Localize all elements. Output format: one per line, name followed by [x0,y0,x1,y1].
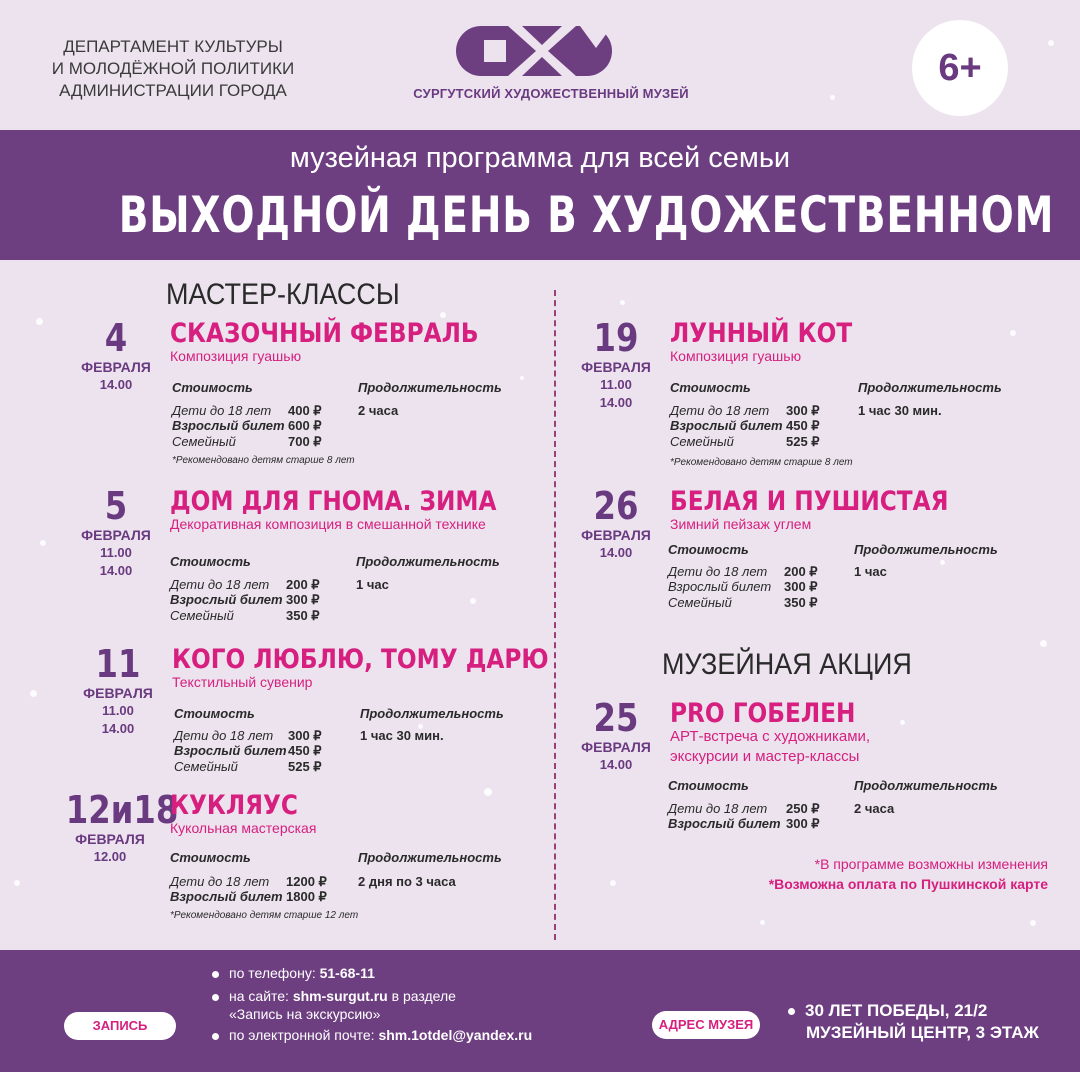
price-adult: 1800 ₽ [286,889,327,904]
museum-logo [456,26,612,82]
email-label: по электронной почте: [229,1027,375,1043]
address-button[interactable]: АДРЕС МУЗЕЯ [652,1011,760,1039]
event-date [58,788,179,866]
price-family: 350 ₽ [286,608,320,623]
duration-label: Продолжительность [854,542,998,557]
event-day: 4 [104,316,128,360]
adult-label: Взрослый билет [668,816,781,831]
phone-number[interactable]: 51-68-11 [319,965,375,981]
address-line-2: МУЗЕЙНЫЙ ЦЕНТР, 3 ЭТАЖ [806,1023,1039,1042]
price-children: 200 ₽ [286,577,320,592]
event-day: 26 [593,484,639,528]
event-time: 14.00 [599,757,633,772]
site-link[interactable]: shm-surgut.ru [292,988,388,1004]
event-duration: 1 час [356,577,389,592]
event-subtitle: Кукольная мастерская [170,820,317,836]
site-section: «Запись на экскурсию» [229,1006,381,1022]
signup-button[interactable]: ЗАПИСЬ [64,1012,176,1040]
price-children: 1200 ₽ [286,874,327,889]
event-title: СКАЗОЧНЫЙ ФЕВРАЛЬ [170,318,479,349]
adult-label: Взрослый билет [174,743,287,758]
event-title: БЕЛАЯ И ПУШИСТАЯ [670,486,949,517]
event-date [566,698,666,774]
event-month: ФЕВРАЛЯ [581,527,651,543]
price-adult: 450 ₽ [288,743,322,758]
bullet-icon [212,994,219,1001]
event-time: 11.00 [100,545,132,560]
site-line [212,988,456,1004]
children-label: Дети до 18 лет [668,564,768,579]
event-date [566,486,666,562]
event-day: 11 [95,642,141,686]
cost-label: Стоимость [170,554,251,569]
title-banner [0,130,1080,260]
price-adult: 600 ₽ [288,418,322,433]
price-adult: 300 ₽ [784,579,818,594]
museum-name: СУРГУТСКИЙ ХУДОЖЕСТВЕННЫЙ МУЗЕЙ [413,86,689,101]
price-family: 350 ₽ [784,595,818,610]
event-subtitle-2: экскурсии и мастер-классы [670,748,860,765]
children-label: Дети до 18 лет [668,801,768,816]
age-note: *Рекомендовано детям старше 12 лет [170,910,359,921]
event-duration: 2 часа [854,801,895,816]
event-subtitle: Композиция гуашью [170,348,302,364]
dept-line: ДЕПАРТАМЕНТ КУЛЬТУРЫ [63,37,283,56]
event-date [68,644,168,738]
price-children: 250 ₽ [786,801,820,816]
adult-label: Взрослый билет [170,889,283,904]
museum-address [788,1000,1039,1044]
children-label: Дети до 18 лет [172,403,272,418]
price-children: 300 ₽ [288,728,322,743]
cost-label: Стоимость [174,706,255,721]
phone-line [212,965,375,981]
email-link[interactable]: shm.1otdel@yandex.ru [378,1027,533,1043]
event-duration: 1 час 30 мин. [360,728,444,743]
event-day: 19 [593,316,639,360]
duration-label: Продолжительность [858,380,1002,395]
cost-label: Стоимость [172,380,253,395]
price-adult: 450 ₽ [786,418,820,433]
duration-label: Продолжительность [854,778,998,793]
adult-label: Взрослый билет [172,418,285,433]
children-label: Дети до 18 лет [174,728,274,743]
event-duration: 1 час [854,564,887,579]
event-title: ДОМ ДЛЯ ГНОМА. ЗИМА [170,486,497,517]
price-children: 200 ₽ [784,564,818,579]
event-date [66,486,166,580]
changes-note: *В программе возможны изменения [814,856,1048,872]
duration-label: Продолжительность [358,380,502,395]
event-day: 12и18 [65,788,179,832]
adult-label: Взрослый билет [670,418,783,433]
adult-label: Взрослый билет [170,592,283,607]
bullet-icon [212,1033,219,1040]
phone-label: по телефону: [229,965,316,981]
price-family: 525 ₽ [786,434,820,449]
event-subtitle: Композиция гуашью [670,348,802,364]
family-label: Семейный [174,759,238,774]
event-time: 14.00 [599,545,633,560]
event-duration: 2 дня по 3 часа [358,874,456,889]
address-line-1: 30 ЛЕТ ПОБЕДЫ, 21/2 [805,1001,988,1020]
cost-label: Стоимость [668,542,749,557]
age-rating-badge: 6+ [912,20,1008,116]
event-title: КУКЛЯУС [170,790,298,821]
event-subtitle: Декоративная композиция в смешанной технике [170,516,486,532]
event-month: ФЕВРАЛЯ [83,685,153,701]
event-subtitle: Текстильный сувенир [172,674,313,690]
price-adult: 300 ₽ [786,816,820,831]
event-day: 25 [593,696,639,740]
event-duration: 1 час 30 мин. [858,403,942,418]
event-month: ФЕВРАЛЯ [581,359,651,375]
dept-line: И МОЛОДЁЖНОЙ ПОЛИТИКИ [51,59,295,78]
age-note: *Рекомендовано детям старше 8 лет [670,457,853,468]
duration-label: Продолжительность [360,706,504,721]
family-label: Семейный [172,434,236,449]
event-time: 14.00 [99,377,133,392]
event-month: ФЕВРАЛЯ [75,831,145,847]
children-label: Дети до 18 лет [170,874,270,889]
site-label: на сайте: [229,988,289,1004]
bullet-icon [788,1008,795,1015]
event-time: 14.00 [99,563,133,578]
price-family: 525 ₽ [288,759,322,774]
event-title: КОГО ЛЮБЛЮ, ТОМУ ДАРЮ [172,644,549,675]
event-time: 11.00 [102,703,134,718]
price-family: 700 ₽ [288,434,322,449]
adult-label: Взрослый билет [668,579,772,594]
bullet-icon [212,971,219,978]
cost-label: Стоимость [670,380,751,395]
family-label: Семейный [670,434,734,449]
banner-subtitle: музейная программа для всей семьи [289,142,791,174]
family-label: Семейный [170,608,234,623]
section-masterclasses: МАСТЕР-КЛАССЫ [166,278,400,311]
cost-label: Стоимость [170,850,251,865]
event-day: 5 [104,484,128,528]
column-divider [554,290,556,940]
event-month: ФЕВРАЛЯ [581,739,651,755]
cost-label: Стоимость [668,778,749,793]
price-adult: 300 ₽ [286,592,320,607]
dept-line: АДМИНИСТРАЦИИ ГОРОДА [59,81,287,100]
event-month: ФЕВРАЛЯ [81,359,151,375]
email-line [212,1027,532,1043]
event-time: 11.00 [600,377,632,392]
price-children: 400 ₽ [288,403,322,418]
price-children: 300 ₽ [786,403,820,418]
event-duration: 2 часа [358,403,399,418]
event-month: ФЕВРАЛЯ [81,527,151,543]
duration-label: Продолжительность [356,554,500,569]
department-name [48,36,298,102]
event-title: ЛУННЫЙ КОТ [670,318,853,349]
event-time: 12.00 [93,849,127,864]
event-date [66,318,166,394]
event-subtitle: АРТ-встреча с художниками, [670,728,871,745]
pushkin-card-note: *Возможна оплата по Пушкинской карте [768,876,1048,892]
site-suffix: в разделе [391,988,456,1004]
duration-label: Продолжительность [358,850,502,865]
event-time: 14.00 [101,721,135,736]
section-museum-action: МУЗЕЙНАЯ АКЦИЯ [662,648,912,681]
banner-title: ВЫХОДНОЙ ДЕНЬ В ХУДОЖЕСТВЕННОМ [118,186,1055,244]
children-label: Дети до 18 лет [670,403,770,418]
age-note: *Рекомендовано детям старше 8 лет [172,455,355,466]
event-date [566,318,666,412]
children-label: Дети до 18 лет [170,577,270,592]
event-time: 14.00 [599,395,633,410]
event-title: PRO ГОБЕЛЕН [670,698,856,729]
event-subtitle: Зимний пейзаж углем [670,516,812,532]
family-label: Семейный [668,595,732,610]
